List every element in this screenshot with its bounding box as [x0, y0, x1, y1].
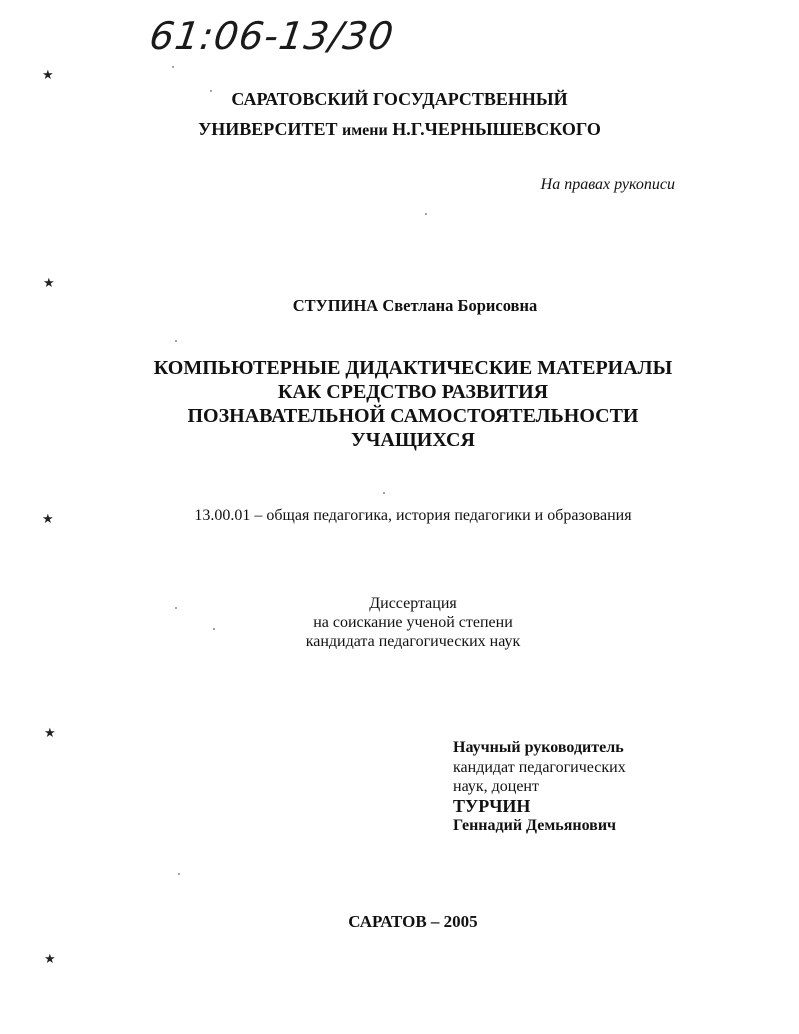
dissertation-title [0, 356, 799, 452]
degree-line: Диссертация [369, 595, 457, 612]
margin-mark-icon: ★ [42, 68, 54, 83]
university-word: УНИВЕРСИТЕТ [198, 119, 338, 139]
scientific-supervisor [453, 738, 753, 836]
scan-speck [213, 628, 215, 630]
scan-speck [172, 66, 174, 68]
title-line: КОМПЬЮТЕРНЫЕ ДИДАКТИЧЕСКИЕ МАТЕРИАЛЫ [153, 357, 673, 379]
university-line-2 [0, 114, 799, 146]
margin-mark-icon: ★ [44, 726, 56, 741]
degree-line: на соискание ученой степени [313, 614, 513, 631]
author-name: СТУПИНА Светлана Борисовна [292, 296, 538, 315]
university-line-1: САРАТОВСКИЙ ГОСУДАРСТВЕННЫЙ [231, 89, 568, 109]
scan-speck [175, 340, 177, 342]
manuscript-rights-note: На правах рукописи [540, 176, 675, 193]
title-line: КАК СРЕДСТВО РАЗВИТИЯ [277, 381, 549, 403]
supervisor-heading: Научный руководитель [453, 739, 624, 756]
title-line: УЧАЩИХСЯ [351, 429, 475, 451]
supervisor-surname: ТУРЧИН [453, 795, 531, 816]
handwritten-catalog-number: 61:06-13/30 [146, 14, 397, 58]
supervisor-given-name: Геннадий Демьянович [453, 817, 617, 834]
scan-speck [383, 492, 385, 494]
city-year: САРАТОВ – 2005 [348, 912, 478, 931]
margin-mark-icon: ★ [43, 276, 55, 291]
supervisor-degree-1: кандидат педагогических [453, 758, 626, 776]
margin-mark-icon: ★ [42, 512, 54, 527]
dissertation-degree [0, 594, 799, 651]
title-line: ПОЗНАВАТЕЛЬНОЙ САМОСТОЯТЕЛЬНОСТИ [187, 405, 639, 427]
university-imeni: имени [342, 122, 388, 139]
scan-speck [175, 607, 177, 609]
university-namesake: Н.Г.ЧЕРНЫШЕВСКОГО [392, 119, 601, 139]
scan-speck [425, 213, 427, 215]
scan-speck [178, 873, 180, 875]
degree-line: кандидата педагогических наук [305, 633, 521, 650]
scan-speck [210, 90, 212, 92]
margin-mark-icon: ★ [44, 952, 56, 967]
specialty-code: 13.00.01 – общая педагогика, история педагогики и образования [194, 507, 632, 524]
supervisor-degree-2: наук, доцент [453, 778, 539, 795]
university-name [0, 84, 799, 146]
